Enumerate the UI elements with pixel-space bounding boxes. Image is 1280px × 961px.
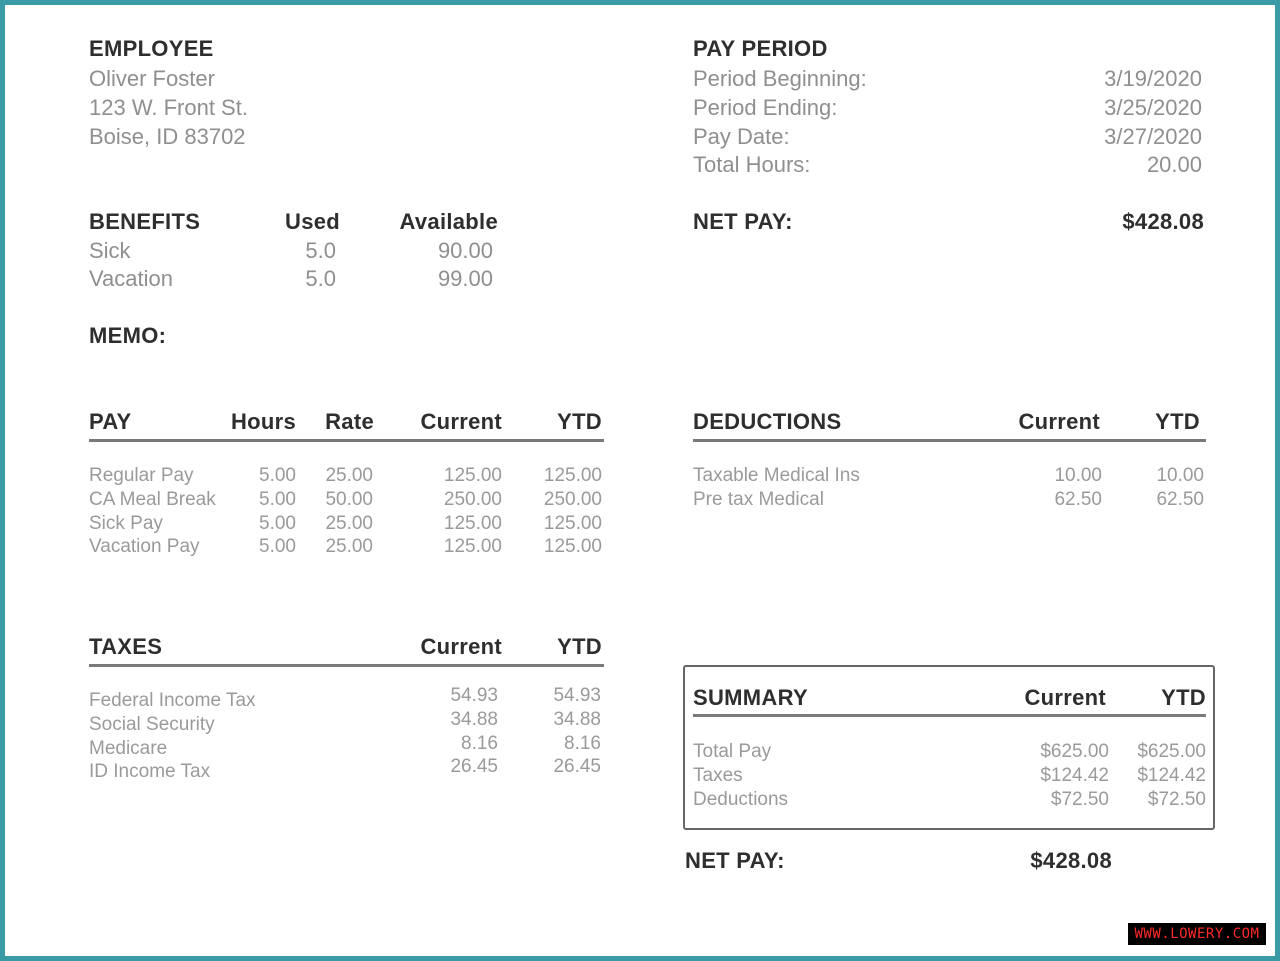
benefit-available: 99.00 — [437, 266, 493, 291]
tax-row-ytd: 54.93 — [553, 685, 601, 706]
tax-row-name: Medicare — [89, 738, 168, 759]
deductions-heading: DEDUCTIONS — [693, 409, 842, 434]
pay-row-rate: 25.00 — [325, 465, 373, 486]
net-pay-top-label: NET PAY: — [693, 209, 793, 234]
pay-row-rate: 50.00 — [325, 489, 373, 510]
benefits-heading: BENEFITS — [89, 209, 201, 234]
pay-current-header: Current — [420, 409, 502, 434]
pay-row-name: Sick Pay — [89, 513, 163, 534]
employee-heading: EMPLOYEE — [89, 36, 214, 61]
pay-row-ytd: 125.00 — [543, 536, 602, 557]
pay-row-rate: 25.00 — [325, 513, 373, 534]
period-beginning-label: Period Beginning: — [693, 66, 867, 91]
pay-row-ytd: 125.00 — [543, 465, 602, 486]
deduction-row-current: 62.50 — [1054, 489, 1102, 510]
pay-row-current: 125.00 — [443, 513, 502, 534]
pay-row-hours: 5.00 — [259, 513, 296, 534]
pay-period-heading: PAY PERIOD — [693, 36, 828, 61]
pay-row-ytd: 250.00 — [543, 489, 602, 510]
employee-address-line1: 123 W. Front St. — [89, 95, 248, 120]
memo-label: MEMO: — [89, 323, 167, 348]
summary-row-name: Deductions — [693, 789, 789, 810]
summary-row-ytd: $625.00 — [1137, 741, 1206, 762]
benefit-name: Sick — [89, 238, 131, 263]
pay-row-current: 250.00 — [443, 489, 502, 510]
deduction-row-name: Taxable Medical Ins — [693, 465, 860, 486]
pay-row-current: 125.00 — [443, 465, 502, 486]
pay-heading: PAY — [89, 409, 132, 434]
pay-row-current: 125.00 — [443, 536, 502, 557]
summary-ytd-header: YTD — [1161, 685, 1206, 710]
tax-row-current: 26.45 — [450, 756, 498, 777]
pay-row-name: Vacation Pay — [89, 536, 200, 557]
deduction-row-ytd: 10.00 — [1156, 465, 1204, 486]
pay-row-hours: 5.00 — [259, 489, 296, 510]
summary-heading: SUMMARY — [693, 685, 808, 710]
tax-row-current: 34.88 — [450, 709, 498, 730]
watermark: WWW.LOWERY.COM — [1128, 923, 1266, 945]
benefit-name: Vacation — [89, 266, 173, 291]
pay-rate-header: Rate — [325, 409, 374, 434]
tax-row-ytd: 34.88 — [553, 709, 601, 730]
summary-row-ytd: $124.42 — [1137, 765, 1206, 786]
pay-divider — [89, 439, 604, 442]
deduction-row-ytd: 62.50 — [1156, 489, 1204, 510]
summary-row-ytd: $72.50 — [1147, 789, 1206, 810]
pay-row-name: CA Meal Break — [89, 489, 216, 510]
taxes-divider — [89, 664, 604, 667]
tax-row-name: Federal Income Tax — [89, 690, 256, 711]
summary-row-current: $124.42 — [1040, 765, 1109, 786]
deductions-current-header: Current — [1018, 409, 1100, 434]
tax-row-name: ID Income Tax — [89, 761, 211, 782]
pay-row-rate: 25.00 — [325, 536, 373, 557]
taxes-ytd-header: YTD — [557, 634, 602, 659]
benefit-used: 5.0 — [305, 266, 336, 291]
net-pay-bottom-label: NET PAY: — [685, 848, 785, 873]
period-ending-value: 3/25/2020 — [1104, 95, 1202, 120]
net-pay-bottom-value: $428.08 — [1030, 848, 1112, 873]
pay-date-value: 3/27/2020 — [1104, 124, 1202, 149]
benefit-used: 5.0 — [305, 238, 336, 263]
taxes-heading: TAXES — [89, 634, 163, 659]
pay-row-name: Regular Pay — [89, 465, 194, 486]
pay-row-hours: 5.00 — [259, 465, 296, 486]
pay-row-hours: 5.00 — [259, 536, 296, 557]
total-hours-label: Total Hours: — [693, 152, 811, 177]
summary-row-name: Taxes — [693, 765, 743, 786]
tax-row-current: 54.93 — [450, 685, 498, 706]
summary-divider — [693, 714, 1206, 717]
tax-row-current: 8.16 — [461, 733, 498, 754]
tax-row-ytd: 8.16 — [564, 733, 601, 754]
taxes-current-header: Current — [420, 634, 502, 659]
pay-ytd-header: YTD — [557, 409, 602, 434]
deduction-row-current: 10.00 — [1054, 465, 1102, 486]
benefit-available: 90.00 — [437, 238, 493, 263]
benefits-available-header: Available — [399, 209, 498, 234]
tax-row-ytd: 26.45 — [553, 756, 601, 777]
summary-row-current: $625.00 — [1040, 741, 1109, 762]
tax-row-name: Social Security — [89, 714, 215, 735]
pay-date-label: Pay Date: — [693, 124, 790, 149]
summary-row-current: $72.50 — [1050, 789, 1109, 810]
pay-row-ytd: 125.00 — [543, 513, 602, 534]
net-pay-top-value: $428.08 — [1122, 209, 1204, 234]
period-beginning-value: 3/19/2020 — [1104, 66, 1202, 91]
deduction-row-name: Pre tax Medical — [693, 489, 824, 510]
deductions-ytd-header: YTD — [1155, 409, 1200, 434]
total-hours-value: 20.00 — [1146, 152, 1202, 177]
employee-name: Oliver Foster — [89, 66, 215, 91]
summary-current-header: Current — [1024, 685, 1106, 710]
deductions-divider — [693, 439, 1206, 442]
benefits-used-header: Used — [285, 209, 340, 234]
summary-row-name: Total Pay — [693, 741, 772, 762]
period-ending-label: Period Ending: — [693, 95, 838, 120]
pay-hours-header: Hours — [230, 409, 296, 434]
employee-address-line2: Boise, ID 83702 — [89, 124, 246, 149]
